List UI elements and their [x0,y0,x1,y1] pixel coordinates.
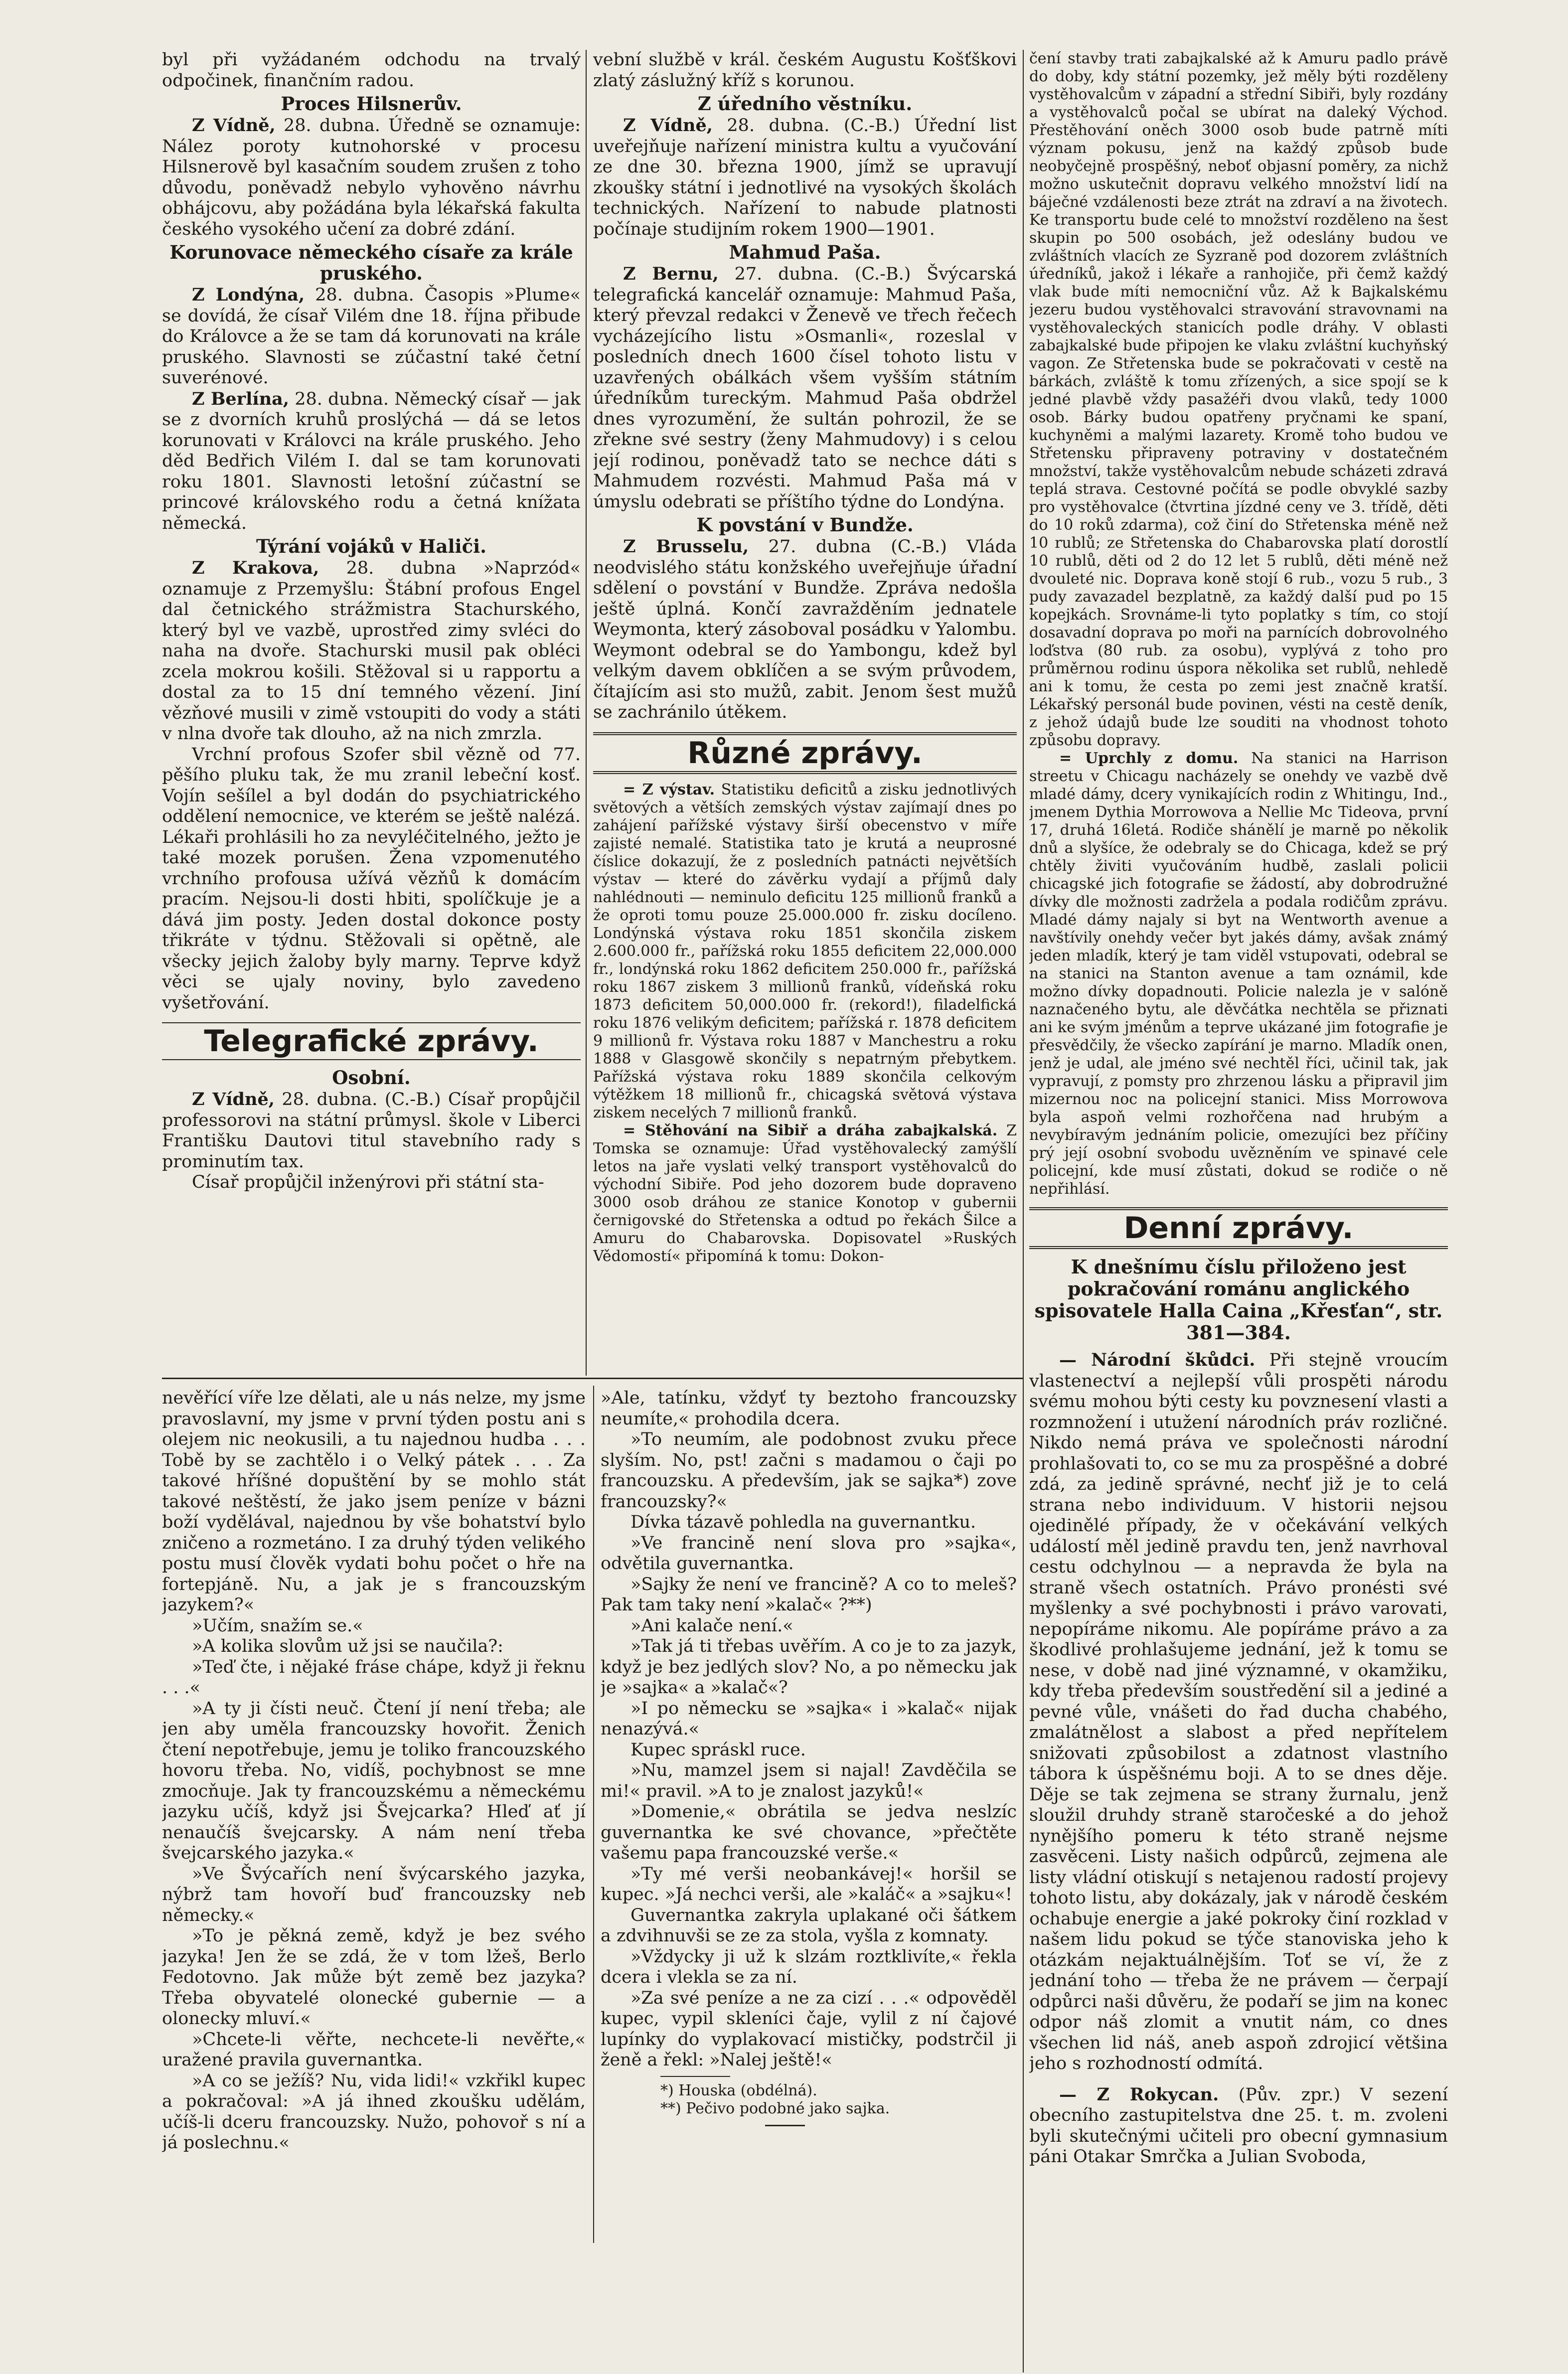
uradni-text: 28. dubna. (C.-B.) Úřední list uveřejňuje nařízení ministra kultu a vyučování ze dne 30. března 1900, jímž se upravují zkoušky státní i jednotlivé na vysokých školách technických. Nařízení to nabude platnosti počínaje studijním rokem 1900—1901. [593,116,1017,239]
korunovace-article-2 [162,389,581,534]
stehovani-lead: = Stěhování na Sibiř a dráha zabajkalská. [623,1121,998,1139]
feuilleton-paragraph: »Tak já ti třebas uvěřím. A co je to za jazyk, když je bez jedlých slov? No, a po německu jak je »sajka« a »kalač«? [601,1636,1017,1698]
feuilleton-paragraph: »Sajky že není ve francině? A co to meleš? Pak tam taky není »kalač« ?**) [601,1574,1017,1615]
footnote-separator [660,2076,730,2077]
mahmud-lead: Z Bernu, [623,264,719,284]
feuilleton-paragraph: »Ani kalače není.« [630,1615,793,1636]
tyrani-article [162,558,581,745]
feuilleton-paragraph: »Domenie,« obrátila se jedva neslzíc guvernantka ke své chovance, »přečtěte vašemu papa francouzské verše.« [601,1802,1017,1863]
uprchly-article [1029,750,1448,1198]
footnote-2: **) Pečivo podobné jako sajka. [660,2099,890,2117]
korunovace-lead-1: Z Londýna, [192,285,305,305]
feuilleton-paragraph: Dívka tázavě pohledla na guvernantku. [630,1512,976,1532]
feuilleton-paragraph: »Ve Švýcařích není švýcarského jazyka, nýbrž tam hovoří buď francouzsky neb německy.« [162,1864,586,1925]
denni-intro: K dnešnímu číslu přiloženo jest pokračování románu anglického spisovatele Halla Caina „Křesťan“, str. 381—384. [1034,1256,1443,1344]
narodni-lead: — Národní škůdci. [1059,1350,1255,1370]
mahmud-text: 27. dubna. (C.-B.) Švýcarská telegrafická kancelář oznamuje: Mahmud Paša, který převzal redakci v Ženevě ve třech řečech vycházejícího listu »Osmanli«, rozeslal v posledních dnech 1600 čísel tohoto listu v uzavřených obálkách všem vyšším státním úředníkům tureckým. Mahmud Paša obdržel dnes vyrozumění, že sultán pohrozil, že se zřekne své sestry (ženy Mahmudovy) i s celou její rodinou, poněvadž tato se nechce dáti s Mahmudem rozvésti. Mahmud Paša má v úmyslu odebrati se příštího týdne do Londýna. [593,264,1017,512]
narodni-article [1029,1350,1448,2074]
vystav-text: Statistiku deficitů a zisku jednotlivých světových a větších zemských výstav zajímají dnes po zahájení pařížské výstavy širší obecenstvo v míře zajisté nemalé. Statistika tato je krutá a neuprosné číslice dokazují, že z posledních patnácti největších výstav — které do závěrku vydají a příjmů daly nahlédnouti — neminulo deficitu 125 millionů franků a že oproti tomu pouze 25.000.000 fr. zisku docíleno. Londýnská výstava roku 1851 skončila ziskem 2.600.000 fr., pařížská roku 1855 deficitem 22,000.000 fr., londýnská roku 1862 deficitem 250.000 fr., pařížská roku 1867 ziskem 3 millionů franků, vídeňská roku 1873 deficitem 50,000.000 fr. (rekord!), filadelfická roku 1876 velikým deficitem; pařížská r. 1878 deficitem 9 millionů fr. Výstava roku 1887 v Manchestru a roku 1888 v Glasgowě skončily s nepatrným přebytkem. Pařížská výstava roku 1889 skončila celkovým výtěžkem 18 millionů fr., chicagská světová výstava ziskem necelých 7 millionů franků. [593,781,1017,1121]
ruzne-title: Různé zprávy. [593,732,1017,774]
feuilleton-paragraph: »A kolika slovům už jsi se naučila?: [192,1636,503,1656]
feuilleton-paragraph: nevěřící víře lze dělati, ale u nás nelze, my jsme pravoslavní, my jsme v první týden postu ani s olejem nic neokusili, a tu najednou hudba . . . Tobě by se zachtělo i o Velký pátek . . . Za takové hříšné dopuštění by se mohlo stát takové neštěstí, že jako jsem peníze v bázni boží vydělával, najednou by vše bohatství bylo zničeno a rozmetáno. I za druhý týden velikého postu musí člověk vydati bohu počet o hře na fortepjáně. Nu, a jak je s francouzským jazykem?« [162,1388,586,1615]
rokycan-text: (Pův. zpr.) V sezení obecního zastupitelstva dne 25. t. m. zvoleni byli skutečnými učiteli pro obecní gymnasium páni Otakar Smrčka a Julian Svoboda, [1029,2084,1448,2167]
stehovani-article [593,1122,1017,1266]
feuilleton-paragraph: »Vždycky ji už k slzám roztklivíte,« řekla dcera i vlekla se za ní. [601,1946,1017,1987]
stehovani-continued: čení stavby trati zabajkalské až k Amuru padlo právě do doby, kdy státní pozemky, jež měly býti rozděleny vystěhovalcům v západní a střední Sibiři, byly rozdány a vystěhovalců počal se ubírat na daleký Východ. Přestěhování oněch 3000 osob bude patrně míti význam pokusu, jenž na každý způsob bude neobyčejně prospěšný, neboť objasní poměry, za nichž možno uskutečnit dopravu velkého množství lidí na báječné vzdálenosti beze ztrát na zdraví a na životech. Ke transportu bude celé to množství rozděleno na šest skupin po 500 osobách, jež odeslány budou ve zvláštních vlacích ze Syzraně pod dozorem zvláštních úředníků, jakož i lékaře a ranhojiče, při čemž každý vlak bude míti nemocniční vůz. Až k Bajkalskému jezeru budou vystěhovalci stravování stravovnami na vystěhovaleckých stanicích podle dráhy. V oblasti zabajkalské bude připojen ke vlaku zvláštní kuchyňský vagon. Ze Střetenska bude se pokračovati v cestě na bárkách, zvláště k tomu zřízených, a sice spojí se k jedné plavbě vždy pasažéři dvou vlaků, tedy 1000 osob. Bárky budou opatřeny pryčnami ke spaní, kuchyněmi a malými lazarety. Kromě toho budou ve Střetensku připraveny potraviny v dostatečném množství, takže vystěhovalcům nebude scházeti zdravá teplá strava. Cestovné počítá se podle obvyklé sazby pro vystěhovalce (čtvrtina jízdné ceny ve 3. třídě, děti do 10 roků zdarma), což činí do Střetenska méně než 10 rublů; ze Střetenska do Chabarovska platí dorostlí 10 rublů, děti od 2 do 12 let 5 rublů, děti méně než dvouleté nic. Doprava koně stojí 6 rub., vozu 5 rub., 3 pudy zavazadel bezplatně, za každý další pud po 15 kopejkách. Srovnáme-li tyto poplatky s tím, co stojí dosavadní doprava po moři na parnících dobrovolného loďstva (80 rub. za osobu), vyplývá z toho pro průměrnou rodinu úspora několika set rublů, nehledě ani k tomu, že cesta po zemi jest značně kratší. Lékařský personál bude povinen, vésti na cestě deník, z jehož údajů bude lze souditi na vhodnost tohoto způsobu dopravy. [1029,50,1448,749]
tyrani-text-1: 28. dubna »Naprzód« oznamuje z Przemyšlu: Štábní profous Engel dal četnického strážmistra Stachurského, který byl ve vazbě, uprostřed zimy svléci do naha na dvoře. Stachurski musil pak obléci zcela mokrou košili. Stěžoval si u rapportu a dostal za to 15 dní temného vězení. Jiní vězňové musili v zimě vstoupiti do vody a státi v nlna dvoře tak dlouho, až na nich zmrzla. [162,558,581,744]
rokycan-article [1029,2084,1448,2168]
uradni-lead: Z Vídně, [623,115,713,136]
feuilleton-paragraph: »Ty mé verši neobankávej!« horšil se kupec. »Já nechci verši, ale »kaláč« a »sajku«! [601,1864,1017,1904]
vystav-article [593,781,1017,1122]
vystav-lead: = Z výstav. [623,781,715,798]
tyrani-title: Týrání vojáků v Haliči. [256,535,487,557]
proces-text: 28. dubna. Úředně se oznamuje: Nález poroty kutnohorské v procesu Hilsnerově byl kasačním soudem zrušen z toho důvodu, poněvadž nebylo vyhověno návrhu obhájcovu, aby požádána byla lékařská fakulta českého vysokého učení za dobré zdání. [162,116,581,239]
feuilleton-paragraph: Guvernantka zakryla uplakané oči šátkem a zdvihnuvši se ze za stola, vyšla z komnaty. [601,1905,1017,1946]
feuilleton-paragraph: »To neumím, ale podobnost zvuku přece slyším. No, pst! začni s madamou o čaji po francouzsku. A především, jak se sajka*) zove francouzsky?« [601,1429,1017,1512]
feuilleton-paragraph: »Za své peníze a ne za cizí . . .« odpověděl kupec, vypil skleníci čaje, vylil z ní čajové lupínky do vyplakovací mističky, podstrčil ji ženě a řekl: »Nalej ještě!« [601,1988,1017,2070]
osobni-lead: Z Vídně, [192,1089,275,1109]
proces-title: Proces Hilsnerův. [281,93,462,115]
proces-lead: Z Vídně, [192,115,276,136]
column-rule-1 [586,50,587,1376]
osobni-text-1: 28. dubna. (C.-B.) Císař propůjčil professorovi na státní průmysl. škole v Liberci Františku Dautovi titul stavebního rady s prominutím tax. [162,1090,581,1172]
column-3 [1029,50,1448,2368]
telegraficke-title: Telegrafické zprávy. [162,1022,581,1060]
uprchly-lead: = Uprchly z domu. [1059,750,1239,767]
povstani-article [593,536,1017,723]
footnote-1: *) Houska (obdélná). [660,2081,817,2099]
column-1 [162,50,581,1376]
feuilleton-left [162,1388,586,2365]
feuilleton-paragraph: »Učím, snažím se.« [192,1615,363,1636]
korunovace-text-2: 28. dubna. Německý císař — jak se z dvorních kruhů proslýchá — dá se letos korunovati v Královci na krále pruského. Jeho děd Bedřich Vilém I. dal se tam korunovati roku 1801. Slavnosti letošní zúčastní se princové královského rodu a četná knížata německá. [162,389,581,533]
feuilleton-paragraph: »Chcete-li věřte, nechcete-li nevěřte,« uražené pravila guvernantka. [162,2029,586,2070]
narodni-text: Při stejně vroucím vlastenectví a nejlepší vůli prospěti národu svému mohou býti cesty ku povznesení vlasti a rozmnožení i utužení národních práv rozličné. Nikdo nemá práva ve společnosti národní prohlašovati to, co se mu za prospěšné a dobré zdá, za jedině správné, nechť již je to celá strana nebo individuum. V historii nejsou ojedinělé případy, že v očekávání velkých událostí měl jedině pravdu ten, jenž navrhoval cestu odchylnou — a nepravda že byla na straně všech ostatních. Právo pronésti své myšlenky a své pochybnosti i právo varovati, nepopíráme nikomu. Ale popíráme právo a za škodlivé prohlašujeme jednání, jež k tomu se nese, v době nad jiné významné, v okamžiku, kdy třeba především soustředění sil a jediné a pevné vůle, vnášeti do řad ducha chabého, zmalátnělost a slabost a před nepřítelem snižovati způsobilost a zdatnost vlastního tábora k úspěšnému boji. A to se dnes děje. Děje se tak zejmena se strany žurnalu, jenž sloužil druhdy straně staročeské a do jehož nynějšího pomeru k této straně nejsme zasvěceni. Listy našich odpůrců, zejmena ale listy vládní otiskují s netajenou radostí projevy tohoto listu, aby dokázaly, jak v národě českém ochabuje energie a jaké pokroky činí rozklad v našem lidu pokud se týče stanoviska jeho k otázkám nejaktuálnějším. Toť se ví, že z jednání toho — třeba že ne právem — čerpají odpůrci naši důvěru, že podaří se jim na konec odpor náš zlomit a vnutit nám, co dnes všechen lid náš, aneb aspoň zdrojicí většina jeho s rozhodností odmítá. [1029,1350,1448,2073]
footnote-end-rule [765,2125,805,2126]
povstani-title: K povstání v Bundže. [696,514,914,536]
column-rule-2 [1023,50,1024,2373]
mahmud-article [593,264,1017,512]
column-2 [593,50,1017,1376]
feuilleton-paragraph: »Nu, mamzel jsem si najal! Zavděčila se mi!« pravil. »A to je znalost jazyků!« [601,1760,1017,1801]
uradni-title: Z úředního věstníku. [697,93,913,115]
mahmud-title: Mahmud Paša. [729,241,881,263]
feuilleton-paragraph: »Ale, tatínku, vždyť ty beztoho francouzsky neumíte,« prohodila dcera. [601,1388,1017,1429]
korunovace-lead-2: Z Berlína, [192,388,290,409]
korunovace-article-1 [162,285,581,389]
proces-article [162,115,581,240]
feuilleton-paragraph: »I po německu se »sajka« i »kalač« nijak nenazývá.« [601,1698,1017,1739]
col2-intro: vební službě v král. českém Augustu Košťškovi zlatý záslužný kříž s korunou. [593,50,1017,91]
denni-title: Denní zprávy. [1029,1207,1448,1249]
feuilleton-paragraph: »A ty ji čísti neuč. Čtení jí není třeba; ale jen aby uměla francouzsky hovořit. Ženich čtení nepotřebuje, jemu je toliko francouzského hovoru třeba. No, vidíš, pochybnost se mne zmocňuje. Jak ty francouzskému a německému jazyku učíš, když jsi Švejcarka? Hleď ať jí nenaučíš švejcarsky. A nám není třeba švejcarského jazyka.« [162,1698,586,1863]
korunovace-title: Korunovace německého císaře za krále pruského. [169,241,573,284]
uradni-article [593,115,1017,240]
feuilleton-paragraph: Kupec spráskl ruce. [630,1740,806,1760]
feuilleton-paragraph: »Teď čte, i nějaké fráse chápe, když ji řeknu . . .« [162,1657,586,1698]
feuilleton-column-rule [593,1386,594,2243]
intro-text: byl při vyžádaném odchodu na trvalý odpočinek, finančním radou. [162,50,581,91]
tyrani-lead: Z Krakova, [192,558,319,578]
feuilleton-paragraph: »A co se ježíš? Nu, vida lidi!« vzkřikl kupec a pokračoval: »A já ihned zkoušku udělám, učíš-li dceru francouzsky. Nužo, pohovoř s ní a já poslechnu.« [162,2070,586,2153]
korunovace-text-1: 28. dubna. Časopis »Plume« se dovídá, že císař Vilém dne 18. října přibude do Královce a že se tam dá korunovati na krále pruského. Slavnosti se zúčastní také četní suverénové. [162,285,581,388]
feuilleton-paragraph: »Ve francině není slova pro »sajka«, odvětila guvernantka. [601,1533,1017,1574]
rokycan-lead: — Z Rokycan. [1059,2084,1219,2105]
povstani-text: 27. dubna (C.-B.) Vláda neodvislého státu konžského uveřejňuje úřadní sdělení o povstání v Bundže. Zpráva nedošla ještě úplná. Končí zavražděním jednatele Weymonta, který zásoboval posádku v Yalombu. Weymont odebral se do Yambongu, kdež byl velkým davem obklíčen a se svým průvodem, čítajícím asi sto mužů, zabit. Jenom šest mužů se zachránilo útěkem. [593,537,1017,722]
feuilleton-paragraph: »To je pěkná země, když je bez svého jazyka! Jen že se zdá, že v tom lžeš, Berlo Fedotovno. Jak může být země bez jazyka? Třeba obyvatelé olonecké gubernie — a olonecky mluví.« [162,1926,586,2029]
tyrani-text-2: Vrchní profous Szofer sbil vězně od 77. pěšího pluku tak, že mu zranil lebeční kosť. Vojín sešílel a byl dodán do psychiatrického oddělení nemocnice, ve kterém se ještě nalézá. Lékaři prohlásili ho za nevyléčitelného, ježto je také mozek porušen. Žena vzpomenutého vrchního profousa užívá vězňů k domácím pracím. Nejsou-li dosti hbiti, spolíčkuje je a dává jim posty. Jeden dostal dokonce posty třikráte v týdnu. Stěžovali si opětně, ale všecky jejich žaloby byly marny. Teprve když věci se ujaly noviny, bylo zavedeno vyšetřování. [162,744,581,1013]
feuilleton-rule [162,1378,1023,1379]
osobni-text-2: Císař propůjčil inženýrovi při státní sta- [192,1172,544,1192]
uprchly-text: Na stanici na Harrison streetu v Chicagu nacházely se onehdy ve vazbě dvě mladé dámy, dcery vynikajících rodin z Whitingu, Ind., jmenem Dythia Morrowova a Nellie Mc Tideova, první 17, druhá 16letá. Rodiče shánělí je marně po několik dnů a slyšíce, že odebraly se do Chicaga, kdež se prý chtěly živiti vyučováním hudbě, zaslali policii chicagské jich fotografie se žádostí, aby dobrodružné dívky dle možnosti zadržela a podala rodičům zprávu. Mladé dámy najaly si byt na Wentworth avenue a navštívily onehdy večer byt jakés dámy, avšak známý jeden mladík, který je tam viděl vstupovati, odebral se na stanici na Stanton avenue a tam oznámil, kde možno dívky dopadnouti. Policie nalezla je v salóně naznačeného bytu, ale děvčátka nechtěla se přiznati ani ke svým jménům a teprve ukázané jim fotografie je přesvědčily, že všecko zapírání je marno. Mladík onen, jenž je udal, ale jméno své nechtěl říci, učinil tak, jak vypravují, z pomsty pro zhrzenou lásku a připravil jim mizernou noc na policejní stanici. Miss Morrowova byla aspoň velmi rozhořčena nad hrubým a nevybíravým jednáním policie, omezujíci bez příčiny prý její osobní svobodu uvězněním ve spinavé cele policejní, kde musí zůstati, dokud se rodiče o ně nepřihlásí. [1029,750,1448,1198]
stehovani-text: Z Tomska se oznamuje: Úřad vystěhovalecký zamýšlí letos na jaře vyslati velký transport vystěhovalců do východní Sibiře. Pod jeho dozorem bude dopraveno 3000 osob dráhou ze stanice Konotop v gubernii černigovské do Střetenska a odtud po řekách Šilce a Amuru do Chabarovska. Dopisovatel »Ruských Vědomostí« připomíná k tomu: Dokon- [593,1121,1017,1265]
feuilleton-right [601,1388,1017,2365]
povstani-lead: Z Brusselu, [623,536,749,557]
osobni-article [162,1089,581,1172]
osobni-title: Osobní. [332,1067,411,1089]
